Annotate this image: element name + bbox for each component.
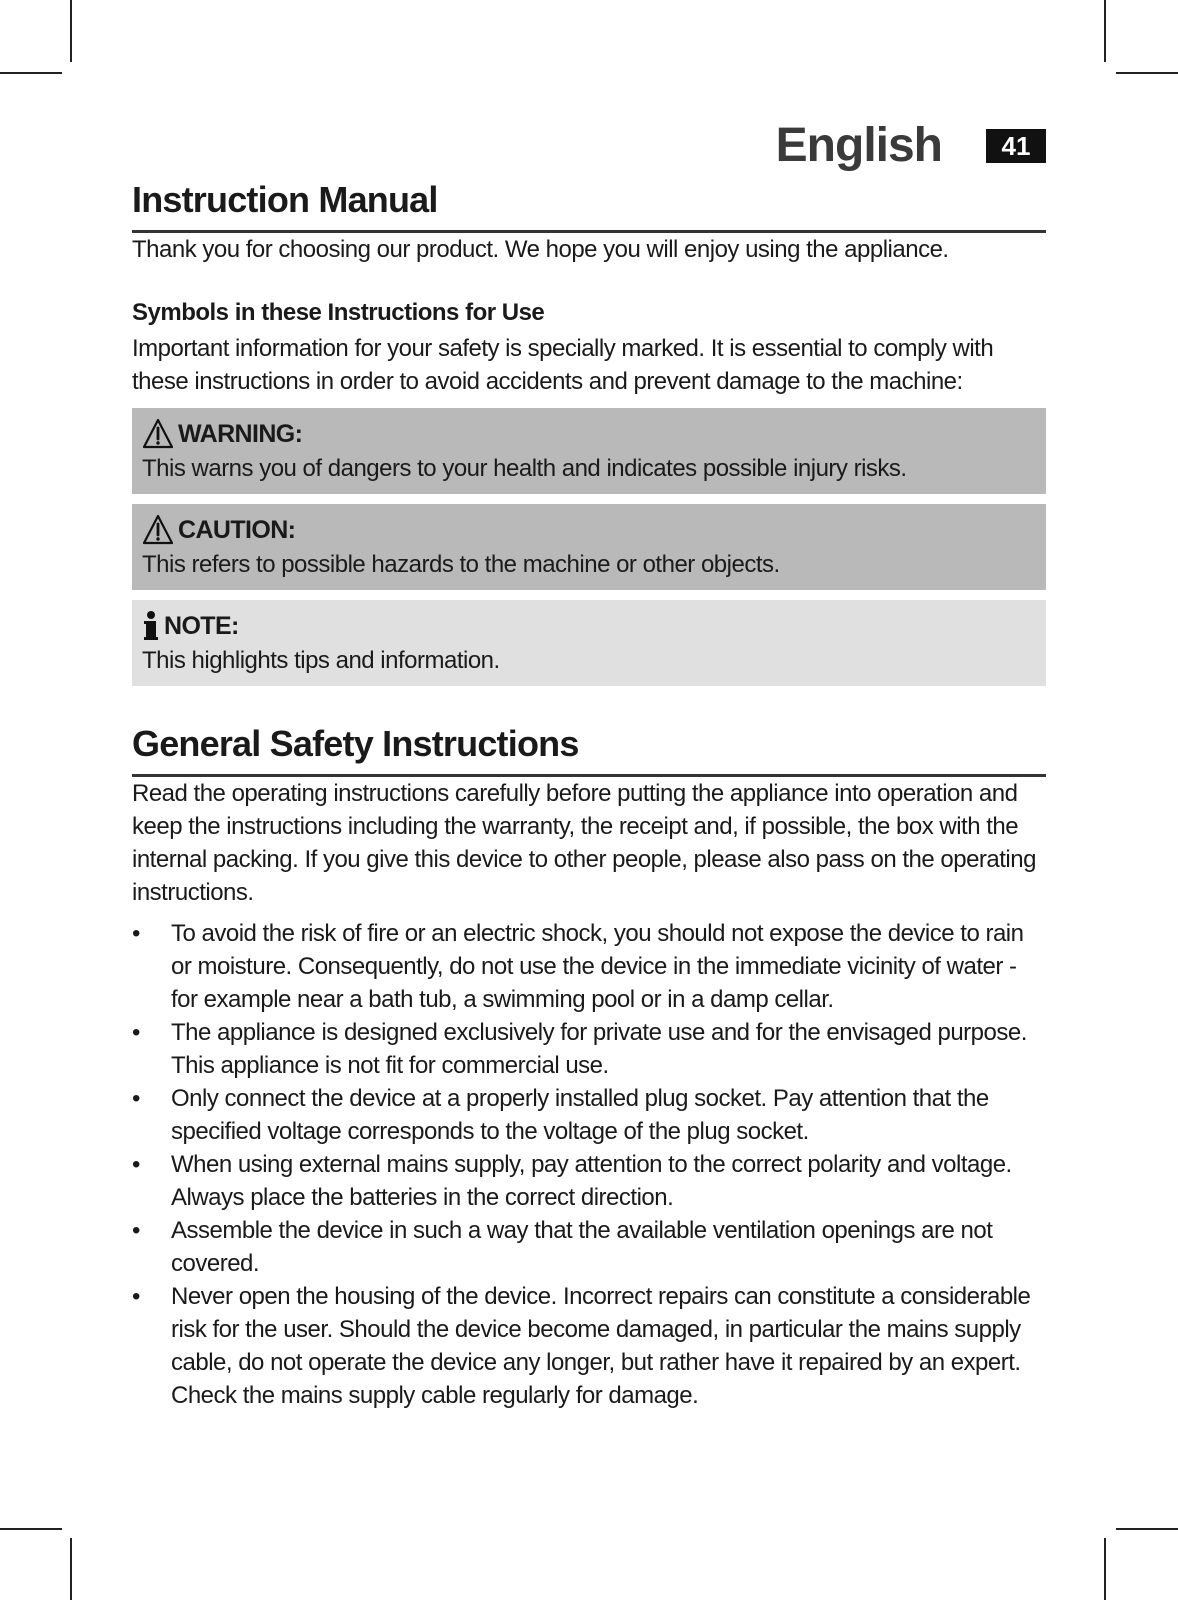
safety-list: [132, 917, 1046, 1412]
list-item: • Never open the housing of the device. Incorrect repairs can constitute a considerable risk for the user. Should the device become damaged, in particular the mains supply cable, do not operate the device any longer, but rather have it repaired by an expert. Check the mains supply cable regularly for damage.: [132, 1280, 1046, 1412]
warning-box: [132, 408, 1046, 494]
warning-text: This warns you of dangers to your health and indicates possible injury risks.: [142, 455, 907, 482]
safety-title: General Safety Instructions: [132, 722, 1046, 777]
page-content: [132, 178, 1046, 1412]
list-item: • The appliance is designed exclusively for private use and for the envisaged purpose. This appliance is not fit for commercial use.: [132, 1016, 1046, 1082]
caution-box: [132, 504, 1046, 590]
caution-triangle-icon: [142, 514, 174, 546]
manual-title: Instruction Manual: [132, 178, 1046, 233]
warning-label: WARNING:: [178, 420, 303, 448]
bullet: •: [132, 1085, 140, 1112]
crop-mark: [70, 0, 72, 62]
info-icon: [142, 610, 160, 642]
crop-mark: [0, 72, 62, 74]
intro-text: Thank you for choosing our product. We hope you will enjoy using the appliance.: [132, 236, 949, 263]
list-item: • To avoid the risk of fire or an electric shock, you should not expose the device to rain or moisture. Consequently, do not use the device in the immediate vicinity of water - for example near a bath tub, a swimming pool or in a damp cellar.: [132, 917, 1046, 1016]
language-label: English: [775, 119, 942, 172]
caution-text: This refers to possible hazards to the machine or other objects.: [142, 551, 780, 578]
note-text: This highlights tips and information.: [142, 647, 500, 674]
list-item: • Assemble the device in such a way that the available ventilation openings are not covered.: [132, 1214, 1046, 1280]
bullet: •: [132, 1217, 140, 1244]
crop-mark: [0, 1528, 62, 1530]
note-label: NOTE:: [164, 612, 239, 640]
list-item: • When using external mains supply, pay attention to the correct polarity and voltage. Always place the batteries in the correct direction.: [132, 1148, 1046, 1214]
symbols-heading: Symbols in these Instructions for Use: [132, 299, 545, 326]
safety-section: [132, 722, 1046, 1412]
bullet: •: [132, 1151, 140, 1178]
caution-label: CAUTION:: [178, 516, 296, 544]
crop-mark: [70, 1538, 72, 1600]
page-number: 41: [986, 129, 1046, 163]
list-item: • Only connect the device at a properly installed plug socket. Pay attention that the specified voltage corresponds to the voltage of the plug socket.: [132, 1082, 1046, 1148]
bullet: •: [132, 1283, 140, 1310]
crop-mark: [1116, 72, 1178, 74]
crop-mark: [1104, 0, 1106, 62]
crop-mark: [1104, 1538, 1106, 1600]
bullet: •: [132, 1019, 140, 1046]
symbols-text: Important information for your safety is specially marked. It is essential to comply with these instructions in order to avoid accidents and prevent damage to the machine:: [132, 335, 994, 395]
note-box: [132, 600, 1046, 686]
safety-intro-text: Read the operating instructions carefully before putting the appliance into operation and keep the instructions including the warranty, the receipt and, if possible, the box with the internal packing. If you give this device to other people, please also pass on the operating instructions.: [132, 780, 1036, 906]
warning-triangle-icon: [142, 418, 174, 450]
crop-mark: [1116, 1528, 1178, 1530]
bullet: •: [132, 920, 140, 947]
